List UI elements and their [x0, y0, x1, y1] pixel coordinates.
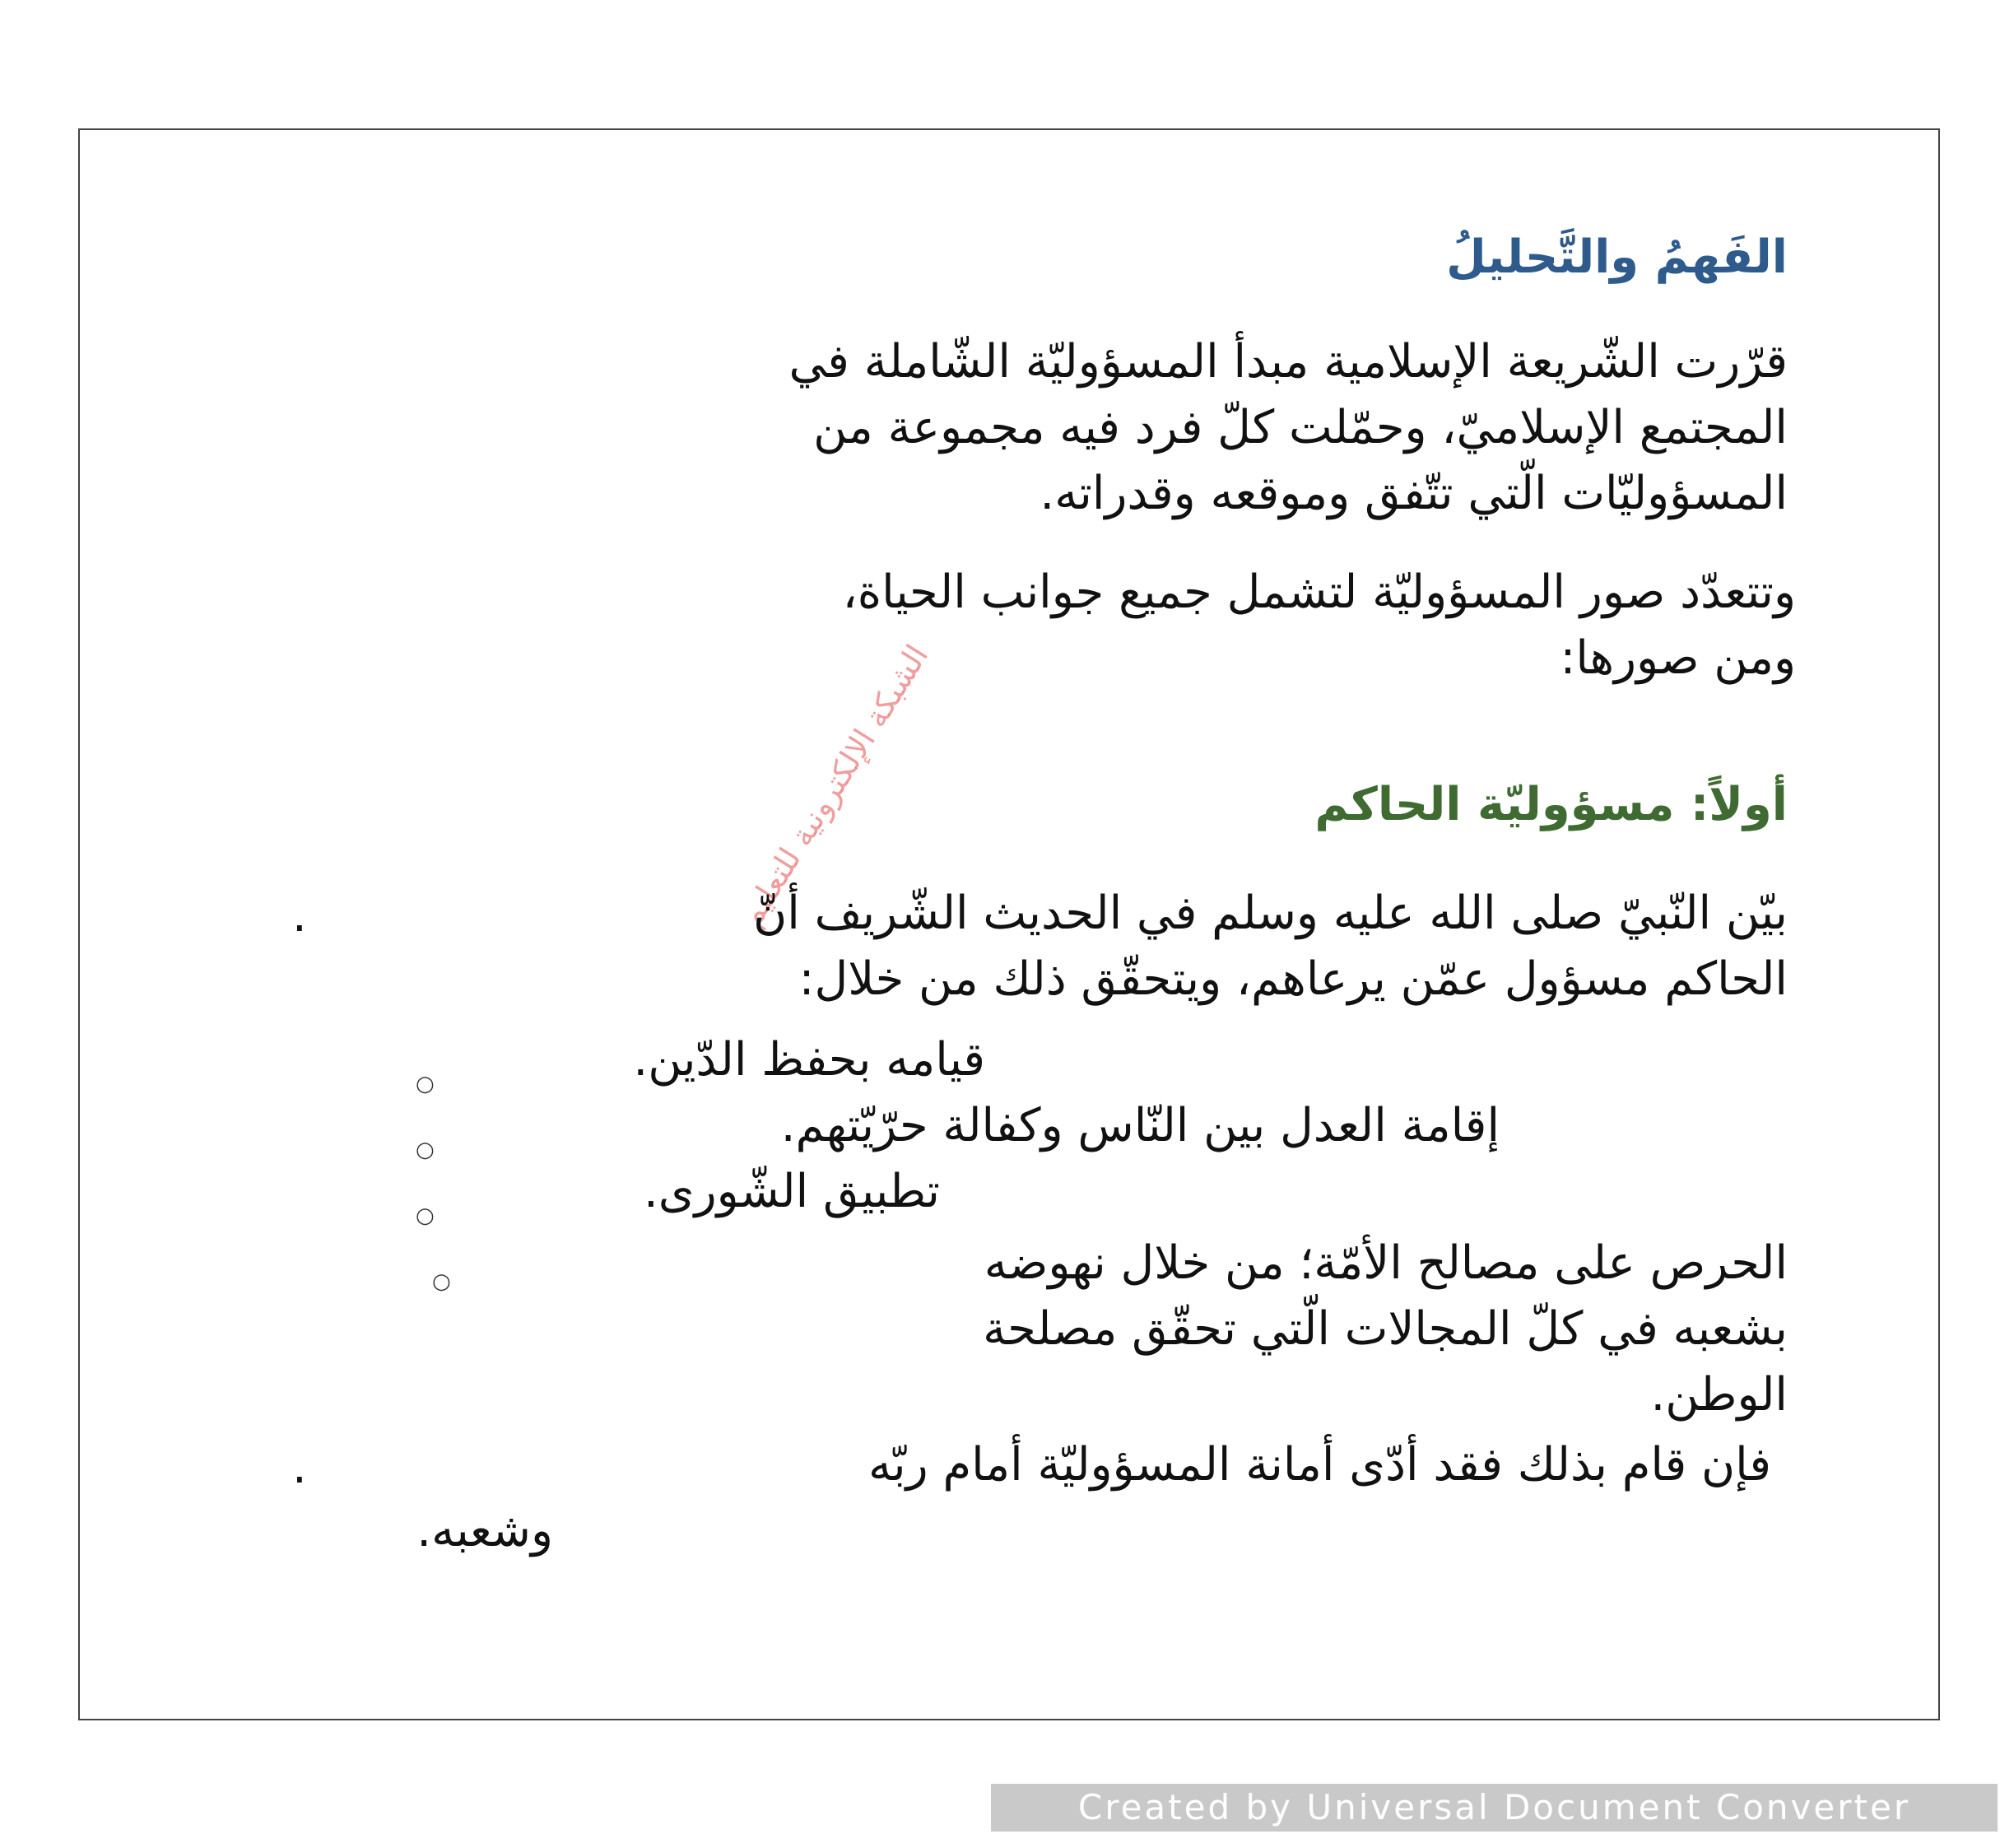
paragraph-hadith: [753, 881, 1788, 1012]
sub-point-justice: إقامة العدل بين النّاس وكفالة حرّيّتهم.: [780, 1099, 1500, 1152]
circle-bullet-icon: ○: [416, 1072, 435, 1096]
circle-bullet-icon: ○: [432, 1269, 451, 1294]
paragraph-line: الوطن.: [1650, 1368, 1788, 1422]
sub-point-religion: قيامه بحفظ الدّين.: [633, 1033, 985, 1087]
paragraph-line: قرّرت الشّريعة الإسلامية مبدأ المسؤوليّة الشّاملة في: [788, 335, 1788, 389]
paragraph-line: المسؤوليّات الّتي تتّفق وموقعه وقدراته.: [1040, 467, 1788, 520]
paragraph-line: المجتمع الإسلاميّ، وحمّلت كلّ فرد فيه مجموعة من: [813, 401, 1788, 454]
sub-point-shura: تطبيق الشّورى.: [643, 1165, 940, 1218]
paragraph-line: بيّن النّبيّ صلى الله عليه وسلم في الحديث الشّريف أنّ: [753, 887, 1788, 940]
section-heading-understanding: الفَهمُ والتَّحليلُ: [1446, 230, 1788, 284]
watermark-text: الشبكة الإلكترونية للتعليم: [733, 638, 936, 933]
bullet-dot: .: [292, 889, 307, 943]
converter-watermark-banner: Created by Universal Document Converter: [991, 1784, 1998, 1832]
paragraph-line: وشعبه.: [416, 1504, 553, 1557]
sub-point-nation-interests: [983, 1231, 1788, 1428]
paragraph-line: ومن صورها:: [1560, 631, 1796, 685]
paragraph-line: وتتعدّد صور المسؤوليّة لتشمل جميع جوانب الحياة،: [842, 566, 1796, 619]
paragraph-line: الحاكم مسؤول عمّن يرعاهم، ويتحقّق ذلك من خلال:: [798, 952, 1788, 1006]
paragraph-line: فإن قام بذلك فقد أدّى أمانة المسؤوليّة أمام ربّه: [867, 1438, 1771, 1492]
circle-bullet-icon: ○: [416, 1138, 435, 1162]
circle-bullet-icon: ○: [416, 1203, 435, 1228]
paragraph-forms: [843, 560, 1796, 691]
section-heading-ruler: أولاً: مسؤوليّة الحاكم: [1314, 778, 1788, 831]
paragraph-intro: [789, 329, 1788, 527]
paragraph-line: بشعبه في كلّ المجالات الّتي تحقّق مصلحة: [983, 1302, 1788, 1356]
bullet-dot: .: [292, 1441, 307, 1494]
paragraph-conclusion: [416, 1432, 1771, 1564]
paragraph-line: الحرص على مصالح الأمّة؛ من خلال نهوضه: [984, 1236, 1788, 1290]
